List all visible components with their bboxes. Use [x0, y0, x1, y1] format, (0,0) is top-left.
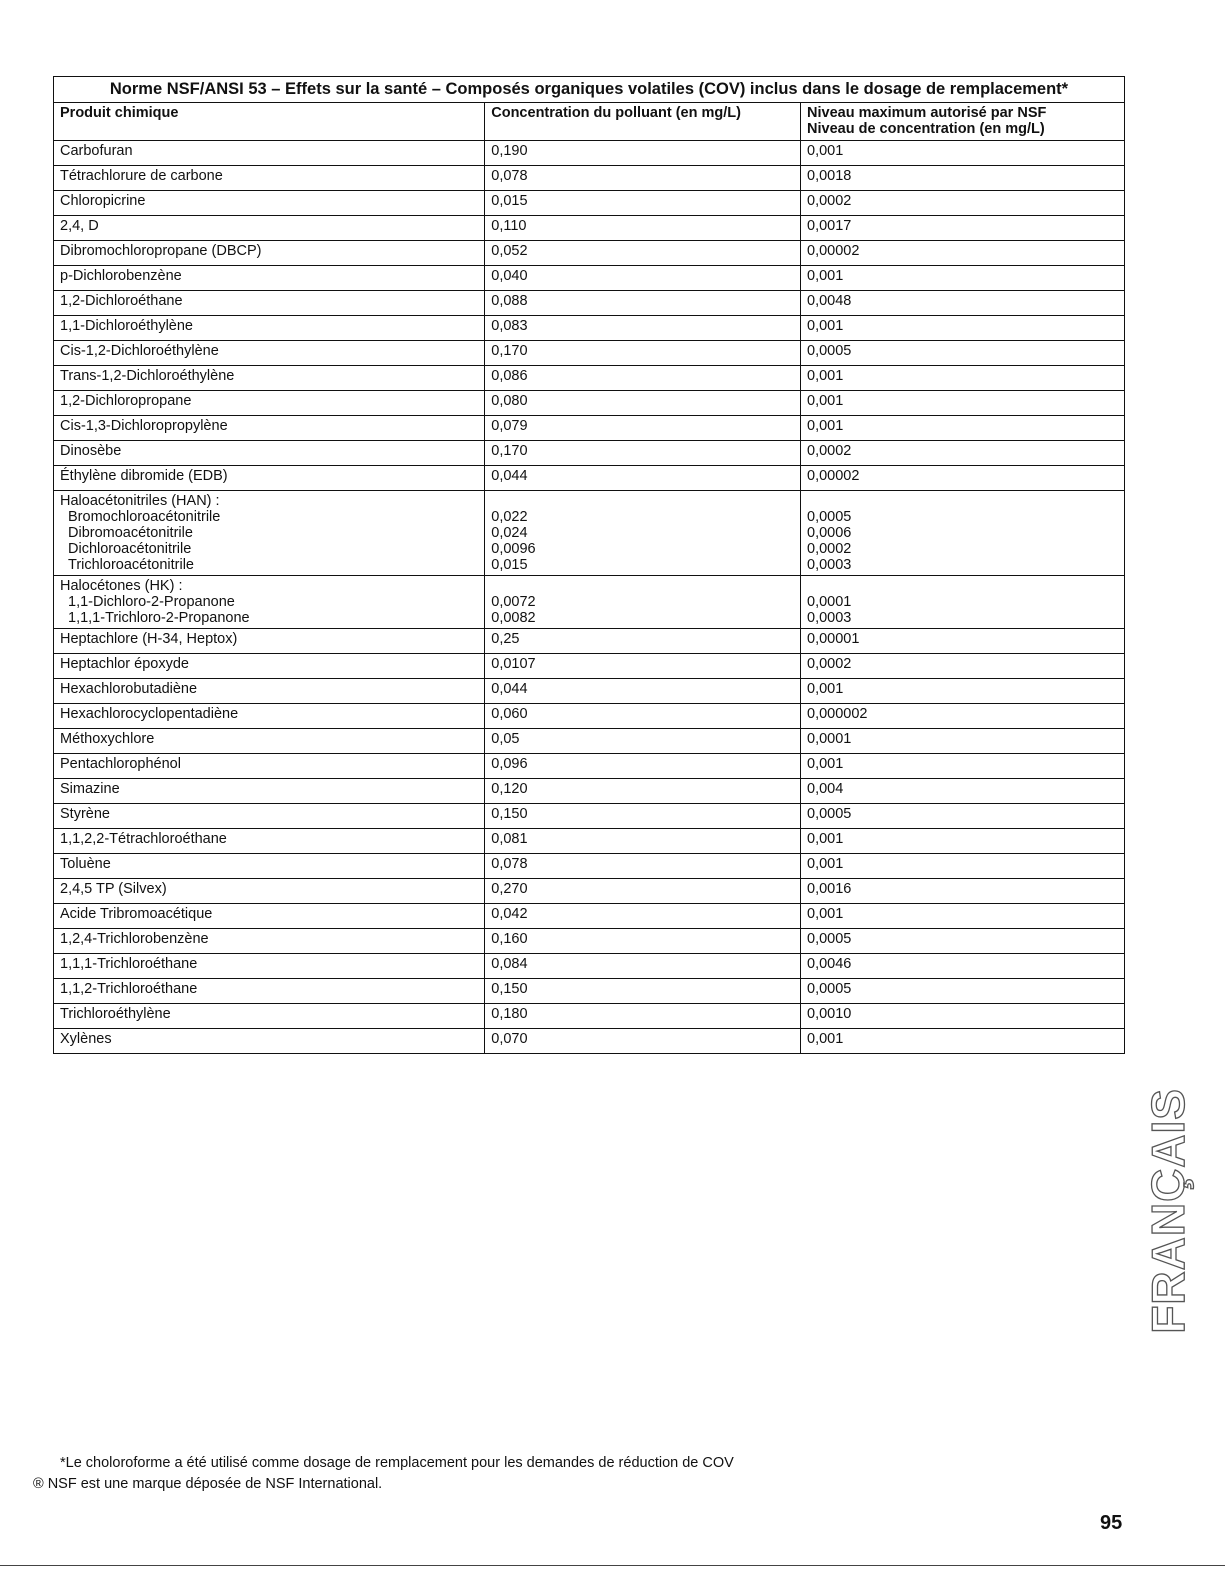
- chemical-cell: Heptachlore (H-34, Heptox): [54, 629, 485, 654]
- max-level-cell: 0,004: [801, 779, 1125, 804]
- han-subitem-concentration: 0,0096: [491, 541, 536, 557]
- han-subitem-concentration: 0,015: [491, 557, 528, 573]
- max-level-cell: 0,0017: [801, 216, 1125, 241]
- max-level-cell: 0,0001: [801, 729, 1125, 754]
- concentration-cell: 0,088: [485, 291, 801, 316]
- hk-concentration-cell: [485, 576, 801, 629]
- chemical-cell: 1,1,2,2-Tétrachloroéthane: [54, 829, 485, 854]
- footnote-asterisk: *Le choloroforme a été utilisé comme dosage de remplacement pour les demandes de réduction de COV: [60, 1455, 734, 1471]
- table-row: [54, 466, 1125, 491]
- hk-max-cell: [801, 576, 1125, 629]
- max-header-line-1: Niveau maximum autorisé par NSF: [807, 105, 1047, 121]
- page-number: 95: [1100, 1512, 1123, 1534]
- chemical-cell: Méthoxychlore: [54, 729, 485, 754]
- chemical-cell: Cis-1,2-Dichloroéthylène: [54, 341, 485, 366]
- chemical-cell: 1,2,4-Trichlorobenzène: [54, 929, 485, 954]
- table-row: [54, 779, 1125, 804]
- chemical-cell: 1,1,1-Trichloroéthane: [54, 954, 485, 979]
- table-row: [54, 954, 1125, 979]
- max-level-cell: 0,0005: [801, 341, 1125, 366]
- han-concentration-cell: [485, 491, 801, 576]
- concentration-cell: 0,190: [485, 141, 801, 166]
- table-row: [54, 141, 1125, 166]
- concentration-cell: 0,0107: [485, 654, 801, 679]
- chemical-cell: Heptachlor époxyde: [54, 654, 485, 679]
- concentration-cell: 0,180: [485, 1004, 801, 1029]
- table-row: [54, 166, 1125, 191]
- hk-subitem-name: 1,1,1-Trichloro-2-Propanone: [68, 610, 250, 626]
- concentration-cell: 0,060: [485, 704, 801, 729]
- han-subitem-max: 0,0005: [807, 509, 852, 525]
- concentration-cell: 0,070: [485, 1029, 801, 1054]
- max-level-cell: 0,0005: [801, 804, 1125, 829]
- hk-subitem-concentration: 0,0082: [491, 610, 536, 626]
- concentration-cell: 0,096: [485, 754, 801, 779]
- concentration-cell: 0,05: [485, 729, 801, 754]
- concentration-cell: 0,080: [485, 391, 801, 416]
- max-level-cell: 0,001: [801, 829, 1125, 854]
- chemical-cell: 1,2-Dichloroéthane: [54, 291, 485, 316]
- chemical-cell: Trichloroéthylène: [54, 1004, 485, 1029]
- max-level-cell: 0,001: [801, 679, 1125, 704]
- han-subitem-name: Dibromoacétonitrile: [68, 525, 193, 541]
- footnote-trademark: ® NSF est une marque déposée de NSF International.: [33, 1476, 383, 1492]
- table-row: [54, 654, 1125, 679]
- chemical-cell: Hexachlorocyclopentadiène: [54, 704, 485, 729]
- concentration-cell: 0,040: [485, 266, 801, 291]
- table-row: [54, 1029, 1125, 1054]
- chemical-cell: Carbofuran: [54, 141, 485, 166]
- footnotes: [33, 1453, 734, 1495]
- max-level-cell: 0,001: [801, 904, 1125, 929]
- han-heading: Haloacétonitriles (HAN) :: [60, 493, 220, 509]
- han-subitem-name: Dichloroacétonitrile: [68, 541, 192, 557]
- max-level-cell: 0,000002: [801, 704, 1125, 729]
- table-row: [54, 416, 1125, 441]
- table-row: [54, 704, 1125, 729]
- max-level-cell: 0,0018: [801, 166, 1125, 191]
- max-level-cell: 0,001: [801, 854, 1125, 879]
- concentration-cell: 0,052: [485, 241, 801, 266]
- chemical-cell: Dinosèbe: [54, 441, 485, 466]
- chemical-cell: Pentachlorophénol: [54, 754, 485, 779]
- han-subitem-concentration: 0,022: [491, 509, 528, 525]
- max-level-cell: 0,001: [801, 1029, 1125, 1054]
- table-row: [54, 366, 1125, 391]
- concentration-cell: 0,042: [485, 904, 801, 929]
- max-level-cell: 0,00002: [801, 241, 1125, 266]
- concentration-cell: 0,084: [485, 954, 801, 979]
- table-row: [54, 629, 1125, 654]
- max-level-cell: 0,0005: [801, 979, 1125, 1004]
- max-header-line-2: Niveau de concentration (en mg/L): [807, 121, 1045, 137]
- table-row: [54, 729, 1125, 754]
- table-row: [54, 904, 1125, 929]
- han-subitem-name: Trichloroacétonitrile: [68, 557, 194, 573]
- max-level-cell: 0,0010: [801, 1004, 1125, 1029]
- table-row: [54, 1004, 1125, 1029]
- table-row: [54, 291, 1125, 316]
- table-row: [54, 191, 1125, 216]
- chemical-cell: Dibromochloropropane (DBCP): [54, 241, 485, 266]
- concentration-cell: 0,120: [485, 779, 801, 804]
- chemical-cell: Styrène: [54, 804, 485, 829]
- table-row: [54, 979, 1125, 1004]
- table-row: [54, 879, 1125, 904]
- table-row: [54, 829, 1125, 854]
- max-level-cell: 0,00001: [801, 629, 1125, 654]
- chemical-cell: 1,1-Dichloroéthylène: [54, 316, 485, 341]
- table-row-han: [54, 491, 1125, 576]
- han-subitem-concentration: 0,024: [491, 525, 528, 541]
- max-level-cell: 0,0016: [801, 879, 1125, 904]
- concentration-cell: 0,044: [485, 679, 801, 704]
- hk-subitem-max: 0,0003: [807, 610, 852, 626]
- chemical-cell: Xylènes: [54, 1029, 485, 1054]
- chemical-cell: p-Dichlorobenzène: [54, 266, 485, 291]
- chemical-cell: Chloropicrine: [54, 191, 485, 216]
- han-subitem-name: Bromochloroacétonitrile: [68, 509, 221, 525]
- max-level-cell: 0,001: [801, 754, 1125, 779]
- table-row: [54, 929, 1125, 954]
- concentration-cell: 0,160: [485, 929, 801, 954]
- chemical-cell: 1,1,2-Trichloroéthane: [54, 979, 485, 1004]
- chemical-cell: 1,2-Dichloropropane: [54, 391, 485, 416]
- table-row: [54, 266, 1125, 291]
- concentration-cell: 0,170: [485, 341, 801, 366]
- concentration-cell: 0,078: [485, 166, 801, 191]
- max-level-cell: 0,0046: [801, 954, 1125, 979]
- table-row-hk: [54, 576, 1125, 629]
- han-subitem-max: 0,0002: [807, 541, 852, 557]
- hk-subitem-max: 0,0001: [807, 594, 852, 610]
- concentration-cell: 0,170: [485, 441, 801, 466]
- hk-chemical-cell: [54, 576, 485, 629]
- chemical-cell: 2,4, D: [54, 216, 485, 241]
- concentration-cell: 0,150: [485, 979, 801, 1004]
- chemical-cell: Trans-1,2-Dichloroéthylène: [54, 366, 485, 391]
- max-level-cell: 0,0002: [801, 654, 1125, 679]
- concentration-cell: 0,081: [485, 829, 801, 854]
- han-subitem-max: 0,0006: [807, 525, 852, 541]
- table-row: [54, 679, 1125, 704]
- concentration-cell: 0,270: [485, 879, 801, 904]
- max-level-cell: 0,0002: [801, 441, 1125, 466]
- concentration-cell: 0,083: [485, 316, 801, 341]
- concentration-cell: 0,079: [485, 416, 801, 441]
- max-level-cell: 0,001: [801, 316, 1125, 341]
- table-row: [54, 216, 1125, 241]
- table-title: Norme NSF/ANSI 53 – Effets sur la santé – Composés organiques volatiles (COV) inclus dans le dosage de remplacement*: [54, 77, 1125, 103]
- table-row: [54, 391, 1125, 416]
- bottom-divider: [0, 1565, 1225, 1566]
- max-level-cell: 0,0002: [801, 191, 1125, 216]
- column-header-chemical: Produit chimique: [54, 103, 485, 141]
- han-max-cell: [801, 491, 1125, 576]
- max-level-cell: 0,001: [801, 266, 1125, 291]
- hk-heading: Halocétones (HK) :: [60, 578, 183, 594]
- column-header-max-level: [801, 103, 1125, 141]
- max-level-cell: 0,0048: [801, 291, 1125, 316]
- table-row: [54, 241, 1125, 266]
- max-level-cell: 0,001: [801, 391, 1125, 416]
- max-level-cell: 0,0005: [801, 929, 1125, 954]
- table-row: [54, 341, 1125, 366]
- language-side-tab: [1142, 1082, 1194, 1340]
- table-row: [54, 754, 1125, 779]
- han-chemical-cell: [54, 491, 485, 576]
- voc-reduction-table: [53, 76, 1125, 1054]
- table-row: [54, 804, 1125, 829]
- chemical-cell: Cis-1,3-Dichloropropylène: [54, 416, 485, 441]
- concentration-cell: 0,150: [485, 804, 801, 829]
- max-level-cell: 0,00002: [801, 466, 1125, 491]
- language-label: FRANÇAIS: [1142, 1088, 1194, 1334]
- concentration-cell: 0,078: [485, 854, 801, 879]
- hk-subitem-name: 1,1-Dichloro-2-Propanone: [68, 594, 235, 610]
- concentration-cell: 0,044: [485, 466, 801, 491]
- table-row: [54, 441, 1125, 466]
- concentration-cell: 0,110: [485, 216, 801, 241]
- concentration-cell: 0,086: [485, 366, 801, 391]
- column-header-concentration: Concentration du polluant (en mg/L): [485, 103, 801, 141]
- chemical-cell: 2,4,5 TP (Silvex): [54, 879, 485, 904]
- hk-subitem-concentration: 0,0072: [491, 594, 536, 610]
- max-level-cell: 0,001: [801, 366, 1125, 391]
- chemical-cell: Acide Tribromoacétique: [54, 904, 485, 929]
- chemical-cell: Simazine: [54, 779, 485, 804]
- chemical-cell: Toluène: [54, 854, 485, 879]
- concentration-cell: 0,015: [485, 191, 801, 216]
- chemical-cell: Tétrachlorure de carbone: [54, 166, 485, 191]
- concentration-cell: 0,25: [485, 629, 801, 654]
- chemical-cell: Hexachlorobutadiène: [54, 679, 485, 704]
- max-level-cell: 0,001: [801, 416, 1125, 441]
- max-level-cell: 0,001: [801, 141, 1125, 166]
- chemical-cell: Éthylène dibromide (EDB): [54, 466, 485, 491]
- table-row: [54, 316, 1125, 341]
- table-row: [54, 854, 1125, 879]
- han-subitem-max: 0,0003: [807, 557, 852, 573]
